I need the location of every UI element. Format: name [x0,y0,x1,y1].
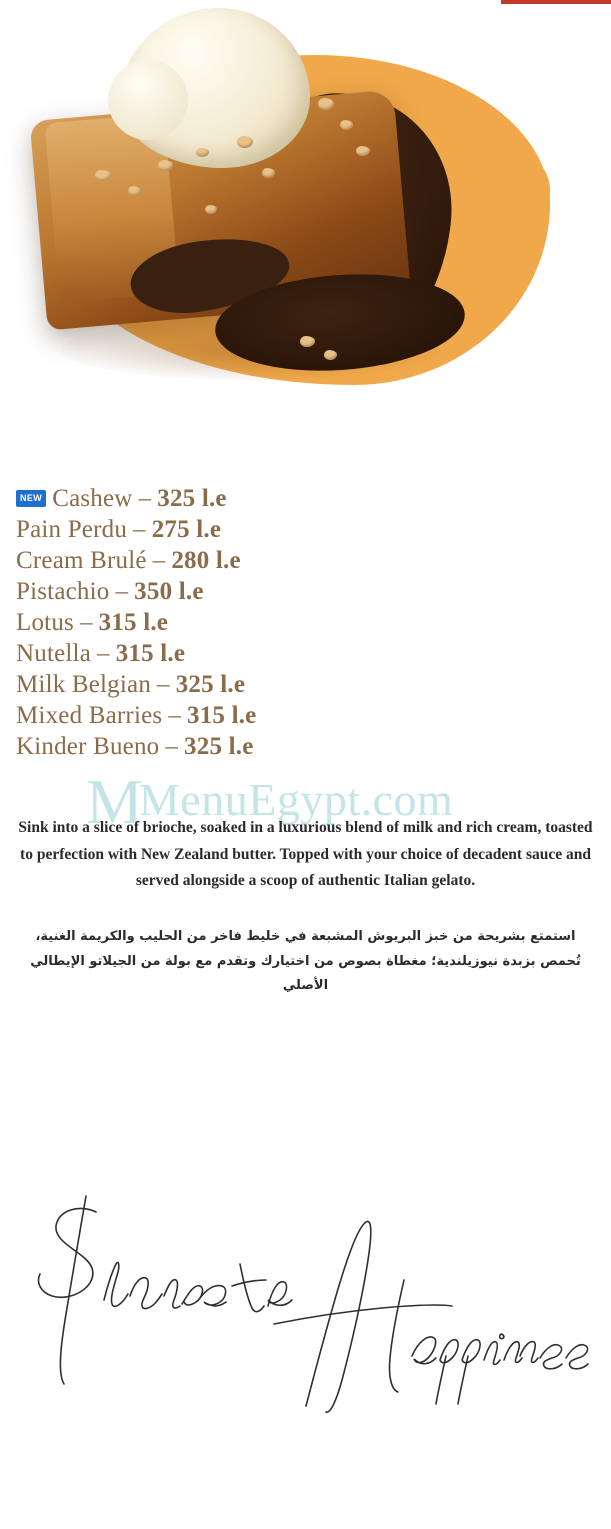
watermark-initial: M [86,766,139,837]
item-name: Nutella [16,640,91,667]
item-name: Kinder Bueno [16,733,160,760]
item-separator: – [79,609,93,636]
item-price: 325 l.e [157,485,227,512]
item-name: Lotus [16,609,74,636]
item-separator: – [133,516,146,543]
description-english: Sink into a slice of brioche, soaked in a luxurious blend of milk and rich cream, toasted to perfection with New Zealand butter. Topped with your choice of decadent sauce and served alongside a scoop of authentic Italian gelato. [18,819,593,890]
item-price: 350 l.e [134,578,204,605]
item-name: Milk Belgian [16,671,152,698]
description-arabic: استمتع بشريحة من خبز البريوش المشبعة في خليط فاخر من الحليب والكريمة الغنية، تُحمص بزبدة نيوزيلندية؛ مغطاة بصوص من اختيارك وتقدم مع بولة من الجيلاتو الإيطالي الأصلي [30,929,581,994]
menu-list [16,485,576,764]
item-price: 275 l.e [151,516,222,543]
list-item[interactable] [16,578,576,609]
item-name: Cashew [52,485,133,512]
watermark-text: MenuEgypt.com [138,774,454,825]
share-the-happiness-signature [0,1160,611,1420]
item-price: 325 l.e [184,733,254,760]
list-item[interactable] [16,547,576,578]
signature-svg [0,1160,611,1420]
list-item[interactable] [16,609,576,640]
list-item[interactable] [16,485,576,516]
list-item[interactable] [16,640,576,671]
item-price: 315 l.e [187,702,257,729]
item-separator: – [168,702,182,729]
item-name: Pain Perdu [16,516,128,543]
list-item[interactable] [16,702,576,733]
item-separator: – [138,485,152,512]
gelato-scoop-lobe [108,60,188,140]
item-separator: – [115,578,129,605]
item-separator: – [152,547,166,574]
item-price: 280 l.e [171,547,241,574]
item-name: Cream Brulé [16,547,147,574]
item-separator: – [165,733,179,760]
item-name: Pistachio [16,578,110,605]
item-separator: – [96,640,110,667]
item-price: 315 l.e [115,640,186,667]
item-price: 325 l.e [175,671,246,698]
list-item[interactable] [16,671,576,702]
list-item[interactable] [16,733,576,764]
status-badge: NEW [16,490,46,507]
list-item[interactable] [16,516,576,547]
hero-image [0,0,611,440]
item-name: Mixed Barries [16,702,163,729]
item-price: 315 l.e [98,609,169,636]
item-separator: – [157,671,170,698]
